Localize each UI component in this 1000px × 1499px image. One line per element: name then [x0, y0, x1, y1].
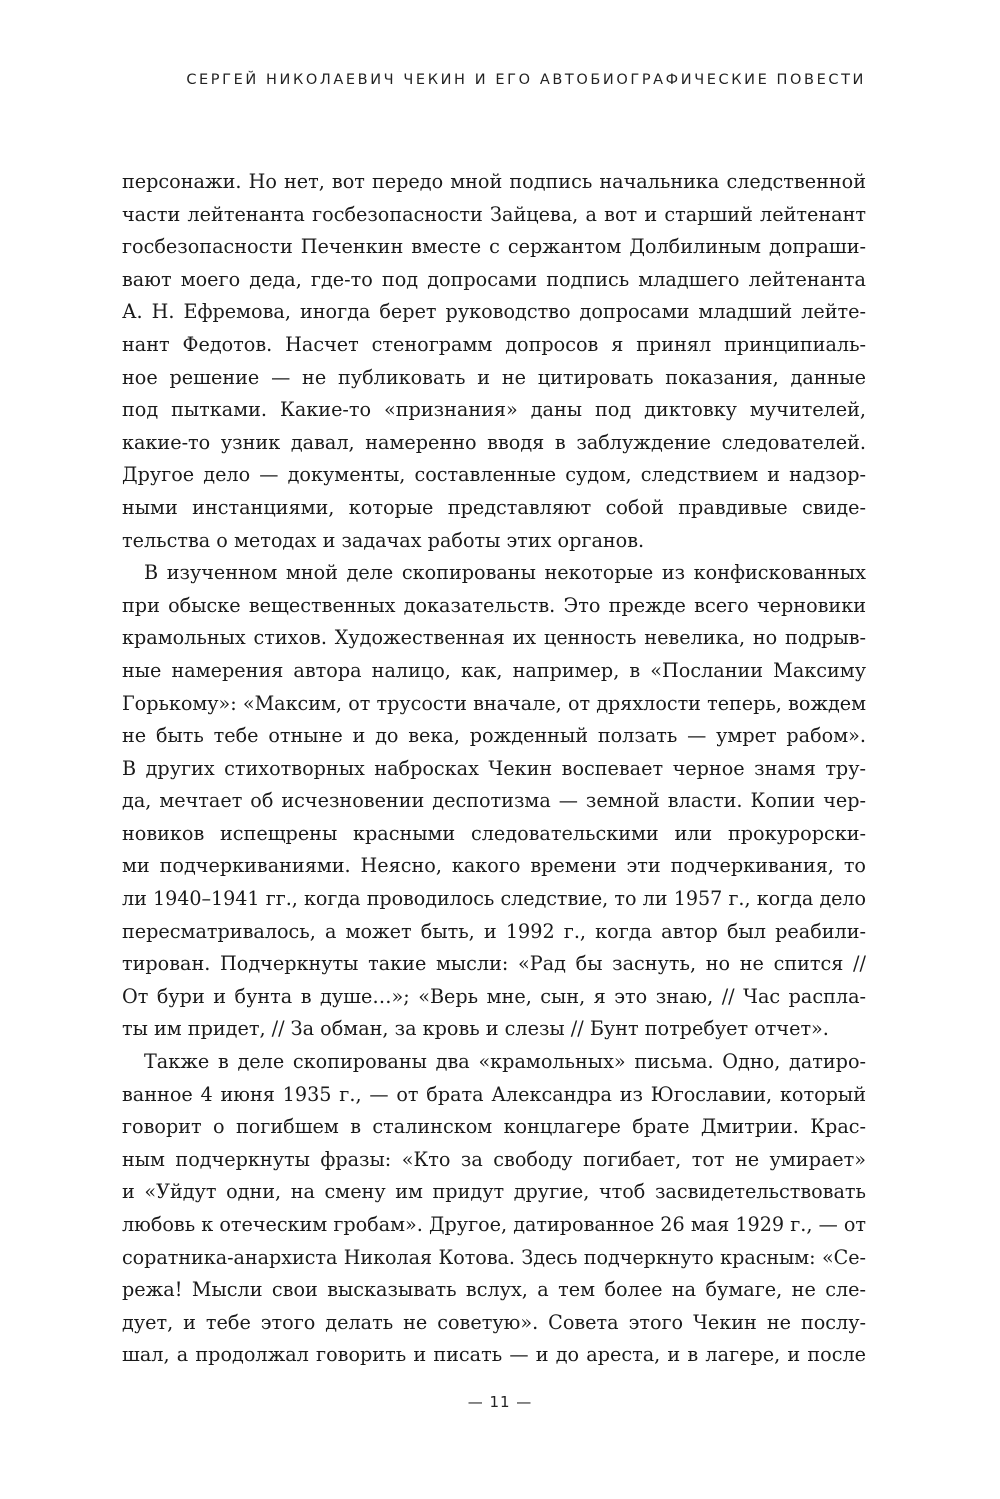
running-title: СЕРГЕЙ НИКОЛАЕВИЧ ЧЕКИН И ЕГО АВТОБИОГРАФИЧЕСКИЕ ПОВЕСТИ: [186, 72, 866, 88]
text-line: Другое дело — документы, составленные судом, следствием и надзор-: [122, 463, 866, 487]
text-line: дует, и тебе этого делать не советую». Совета этого Чекин не послу-: [122, 1310, 866, 1334]
text-line-indented: Также в деле скопированы два «крамольных» письма. Одно, датиро-: [144, 1050, 866, 1074]
text-line: ные намерения автора налицо, как, например, в «Послании Максиму: [122, 658, 866, 682]
text-line: ми подчеркиваниями. Неясно, какого времени эти подчеркивания, то: [122, 854, 866, 878]
text-line: вают моего деда, где-то под допросами подпись младшего лейтенанта: [122, 267, 866, 291]
text-line: при обыске вещественных доказательств. Это прежде всего черновики: [122, 593, 866, 617]
text-line: не быть тебе отныне и до века, рожденный ползать — умрет рабом».: [122, 724, 866, 748]
text-line: крамольных стихов. Художественная их ценность невелика, но подрыв-: [122, 626, 866, 650]
paragraph-2: [122, 557, 866, 1046]
text-line-indented: В изученном мной деле скопированы некоторые из конфискованных: [144, 561, 866, 585]
text-line: пересматривалось, а может быть, и 1992 г., когда автор был реабили-: [122, 919, 866, 943]
text-line: тирован. Подчеркнуты такие мысли: «Рад бы заснуть, но не спится //: [122, 952, 866, 976]
text-line: какие-то узник давал, намеренно вводя в заблуждение следователей.: [122, 430, 866, 454]
text-line: да, мечтает об исчезновении деспотизма — земной власти. Копии чер-: [122, 789, 866, 813]
text-line: ным подчеркнуты фразы: «Кто за свободу погибает, тот не умирает»: [122, 1147, 866, 1171]
text-line: под пытками. Какие-то «признания» даны под диктовку мучителей,: [122, 398, 866, 422]
text-line: госбезопасности Печенкин вместе с сержантом Долбилиным допраши-: [122, 235, 866, 259]
text-line: тельства о методах и задачах работы этих органов.: [122, 528, 645, 552]
text-line: ли 1940–1941 гг., когда проводилось следствие, то ли 1957 г., когда дело: [122, 887, 866, 911]
text-line: ванное 4 июня 1935 г., — от брата Александра из Югославии, который: [122, 1082, 866, 1106]
body-text: [122, 166, 866, 1372]
text-line: В других стихотворных набросках Чекин воспевает черное знамя тру-: [122, 756, 866, 780]
text-line: говорит о погибшем в сталинском концлагере брате Дмитрии. Крас-: [122, 1115, 866, 1139]
text-line: части лейтенанта госбезопасности Зайцева, а вот и старший лейтенант: [122, 202, 866, 226]
text-line: Горькому»: «Максим, от трусости вначале, от дряхлости теперь, вождем: [122, 691, 866, 715]
page-number: — 11 —: [467, 1393, 533, 1411]
text-line: От бури и бунта в душе…»; «Верь мне, сын, я это знаю, // Час распла-: [122, 984, 866, 1008]
text-line: нант Федотов. Насчет стенограмм допросов я принял принципиаль-: [122, 332, 866, 356]
text-line: режа! Мысли свои высказывать вслух, а тем более на бумаге, не сле-: [122, 1278, 866, 1302]
paragraph-1: [122, 166, 866, 557]
text-line: любовь к отеческим гробам». Другое, датированное 26 мая 1929 г., — от: [122, 1213, 866, 1236]
text-line: ное решение — не публиковать и не цитировать показания, данные: [122, 365, 866, 389]
text-line: А. Н. Ефремова, иногда берет руководство допросами младший лейте-: [122, 300, 866, 324]
paragraph-3: [122, 1046, 866, 1372]
text-line: новиков испещрены красными следовательскими или прокурорски-: [122, 821, 866, 845]
text-line: шал, а продолжал говорить и писать — и до ареста, и в лагере, и после: [122, 1343, 866, 1367]
text-line: соратника-анархиста Николая Котова. Здесь подчеркнуто красным: «Се-: [122, 1245, 866, 1269]
text-line: персонажи. Но нет, вот передо мной подпись начальника следственной: [122, 170, 866, 193]
text-line: и «Уйдут одни, на смену им придут другие, чтоб засвидетельствовать: [122, 1180, 866, 1204]
text-line: ты им придет, // За обман, за кровь и слезы // Бунт потребует отчет».: [122, 1017, 829, 1041]
text-line: ными инстанциями, которые представляют собой правдивые свиде-: [122, 495, 866, 519]
